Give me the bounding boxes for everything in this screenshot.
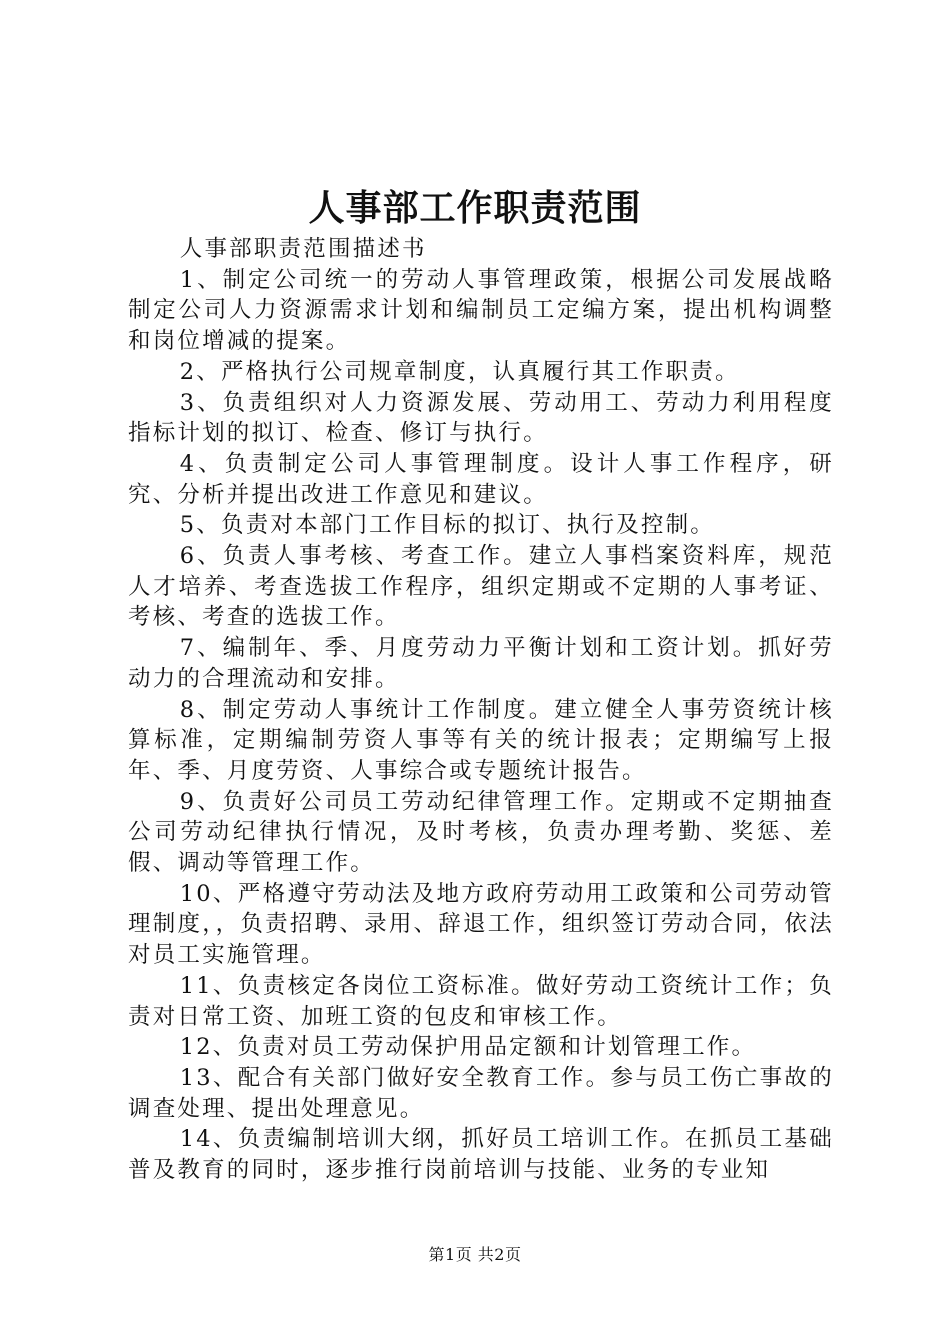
page-number-footer: 第1页 共2页 xyxy=(428,1245,522,1264)
paragraph-item-7: 7、编制年、季、月度劳动力平衡计划和工资计划。抓好劳动力的合理流动和安排。 xyxy=(128,635,834,692)
document-body xyxy=(128,234,834,1186)
paragraph-item-9: 9、负责好公司员工劳动纪律管理工作。定期或不定期抽查公司劳动纪律执行情况，及时考核，负责办理考勤、奖惩、差假、调动等管理工作。 xyxy=(128,788,834,877)
paragraph-item-4: 4、负责制定公司人事管理制度。设计人事工作程序，研究、分析并提出改进工作意见和建议。 xyxy=(128,450,834,508)
paragraph-item-8: 8、制定劳动人事统计工作制度。建立健全人事劳资统计核算标准，定期编制劳资人事等有关的统计报表；定期编写上报年、季、月度劳资、人事综合或专题统计报告。 xyxy=(128,696,834,784)
paragraph-item-14: 14、负责编制培训大纲，抓好员工培训工作。在抓员工基础普及教育的同时，逐步推行岗前培训与技能、业务的专业知 xyxy=(128,1126,834,1184)
paragraph-item-5: 5、负责对本部门工作目标的拟订、执行及控制。 xyxy=(179,512,715,539)
paragraph-item-12: 12、负责对员工劳动保护用品定额和计划管理工作。 xyxy=(179,1034,757,1061)
paragraph-item-11: 11、负责核定各岗位工资标准。做好劳动工资统计工作；负责对日常工资、加班工资的包皮和审核工作。 xyxy=(128,972,834,1030)
paragraph-item-10: 10、严格遵守劳动法及地方政府劳动用工政策和公司劳动管理制度，，负责招聘、录用、辞退工作，组织签订劳动合同，依法对员工实施管理。 xyxy=(128,880,834,969)
paragraph-item-6: 6、负责人事考核、考查工作。建立人事档案资料库，规范人才培养、考查选拔工作程序，组织定期或不定期的人事考证、考核、考查的选拔工作。 xyxy=(128,543,834,631)
document-title: 人事部工作职责范围 xyxy=(308,187,642,229)
paragraph-subtitle: 人事部职责范围描述书 xyxy=(179,236,427,262)
paragraph-item-13: 13、配合有关部门做好安全教育工作。参与员工伤亡事故的调查处理、提出处理意见。 xyxy=(128,1064,834,1122)
paragraph-item-3: 3、负责组织对人力资源发展、劳动用工、劳动力利用程度指标计划的拟订、检查、修订与执行。 xyxy=(128,389,834,447)
paragraph-item-1: 1、制定公司统一的劳动人事管理政策，根据公司发展战略制定公司人力资源需求计划和编制员工定编方案，提出机构调整和岗位增减的提案。 xyxy=(128,266,834,355)
paragraph-item-2: 2、严格执行公司规章制度，认真履行其工作职责。 xyxy=(179,358,740,385)
